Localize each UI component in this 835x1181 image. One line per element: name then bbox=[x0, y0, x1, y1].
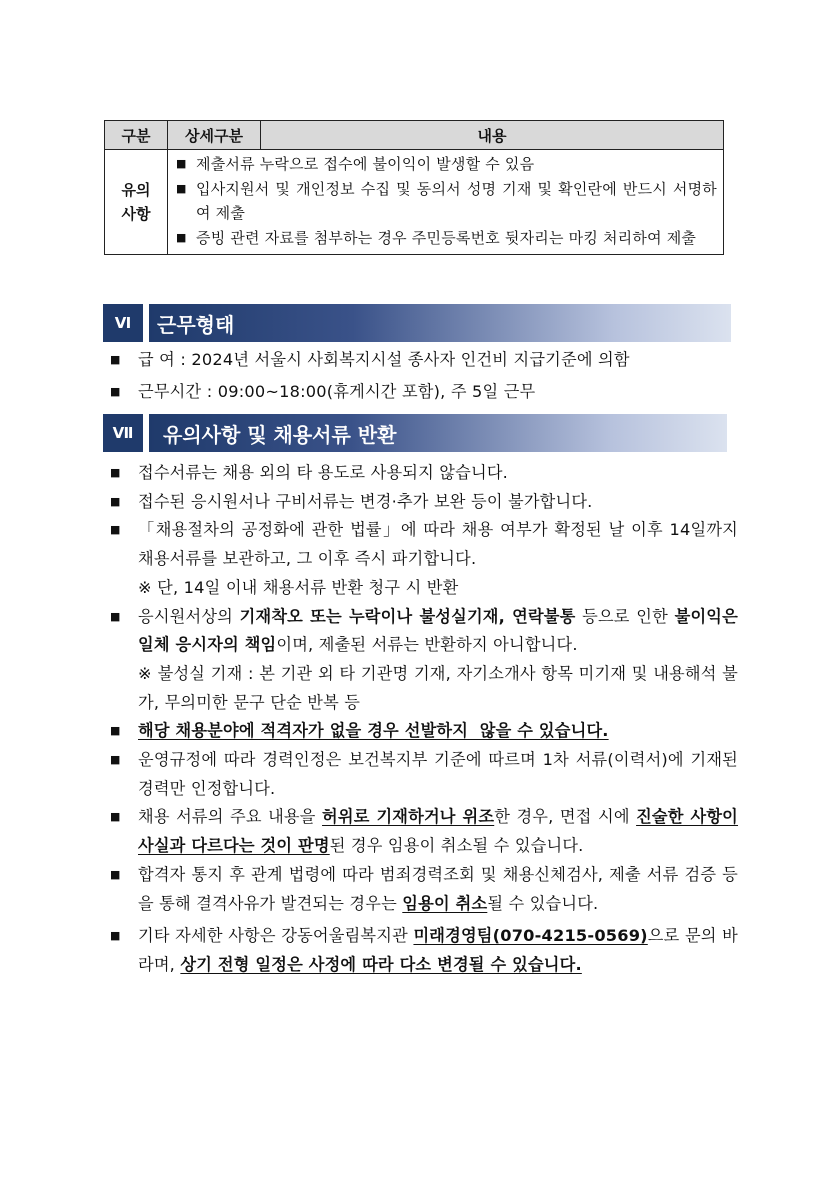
list-item: ■ 기타 자세한 사항은 강동어울림복지관 미래경영팀(070-4215-0569)으로 문의 바라며, 상기 전형 일정은 사정에 따라 다소 변경될 수 있습니다. bbox=[110, 922, 738, 979]
list-item: ■ 운영규정에 따라 경력인정은 보건복지부 기준에 따르며 1차 서류(이력서)에 기재된 경력만 인정합니다. bbox=[110, 746, 738, 803]
table-header-content: 내용 bbox=[261, 121, 724, 150]
notice-table bbox=[104, 120, 724, 255]
category-label: 유의 사항 bbox=[121, 181, 151, 223]
list-item: ■ 해당 채용분야에 적격자가 없을 경우 선발하지 않을 수 있습니다. bbox=[110, 717, 738, 746]
section-6-title: 근무형태 bbox=[149, 304, 731, 342]
table-category-cell bbox=[105, 150, 168, 255]
square-bullet-icon: ■ bbox=[110, 810, 121, 824]
table-header-row bbox=[105, 121, 724, 150]
square-bullet-icon: ■ bbox=[110, 523, 121, 537]
square-bullet-icon: ■ bbox=[110, 353, 121, 366]
list-item: ■ 합격자 통지 후 관계 법령에 따라 범죄경력조회 및 채용신체검사, 제출 서류 검증 등을 통해 결격사유가 발견되는 경우는 임용이 취소될 수 있습니다. bbox=[110, 861, 738, 918]
list-item: ■ 접수서류는 채용 외의 타 용도로 사용되지 않습니다. bbox=[110, 459, 738, 488]
table-items-cell bbox=[168, 150, 724, 255]
square-bullet-icon: ■ bbox=[176, 181, 187, 195]
square-bullet-icon: ■ bbox=[110, 384, 121, 398]
section-7-list bbox=[110, 459, 738, 980]
list-item: ■ 접수된 응시원서나 구비서류는 변경·추가 보완 등이 불가합니다. bbox=[110, 488, 738, 517]
square-bullet-icon: ■ bbox=[110, 494, 121, 508]
square-bullet-icon: ■ bbox=[110, 609, 121, 623]
square-bullet-icon: ■ bbox=[176, 230, 187, 244]
list-item: ■ 채용 서류의 주요 내용을 허위로 기재하거나 위조한 경우, 면접 시에 진술한 사항이 사실과 다르다는 것이 판명된 경우 임용이 취소될 수 있습니다. bbox=[110, 803, 738, 860]
square-bullet-icon: ■ bbox=[110, 724, 121, 738]
list-item: ■ 「채용절차의 공정화에 관한 법률」에 따라 채용 여부가 확정된 날 이후 14일까지 채용서류를 보관하고, 그 이후 즉시 파기합니다. bbox=[110, 516, 738, 573]
list-item: ■ 근무시간 : 09:00~18:00(휴게시간 포함), 주 5일 근무 bbox=[110, 378, 738, 407]
list-item: ■ 제출서류 누락으로 접수에 불이익이 발생할 수 있음 bbox=[176, 152, 717, 177]
section-7-title: 유의사항 및 채용서류 반환 bbox=[149, 414, 727, 452]
section-7-number: Ⅶ bbox=[103, 414, 143, 452]
list-item: ■ 입사지원서 및 개인정보 수집 및 동의서 성명 기재 및 확인란에 반드시 서명하여 제출 bbox=[176, 177, 717, 226]
section-6-number: Ⅵ bbox=[103, 304, 143, 342]
section-7-header bbox=[103, 414, 727, 452]
square-bullet-icon: ■ bbox=[110, 753, 121, 767]
square-bullet-icon: ■ bbox=[110, 466, 121, 479]
square-bullet-icon: ■ bbox=[176, 157, 187, 170]
section-6-header bbox=[103, 304, 731, 342]
list-item: ■ 급 여 : 2024년 서울시 사회복지시설 종사자 인건비 지급기준에 의함 bbox=[110, 346, 738, 375]
table-header-subcategory: 상세구분 bbox=[168, 121, 261, 150]
section-6-list bbox=[110, 346, 738, 406]
square-bullet-icon: ■ bbox=[110, 867, 121, 881]
note-text: ※ 단, 14일 이내 채용서류 반환 청구 시 반환 bbox=[138, 577, 459, 597]
list-item: ■ 증빙 관련 자료를 첨부하는 경우 주민등록번호 뒷자리는 마킹 처리하여 제출 bbox=[176, 226, 717, 251]
table-row bbox=[105, 150, 724, 255]
note-text: ※ 불성실 기재 : 본 기관 외 타 기관명 기재, 자기소개사 항목 미기재 및 내용해석 불가, 무의미한 문구 단순 반복 등 bbox=[138, 663, 738, 712]
table-header-category: 구분 bbox=[105, 121, 168, 150]
list-item: ■ 응시원서상의 기재착오 또는 누락이나 불성실기재, 연락불통 등으로 인한 불이익은 일체 응시자의 책임이며, 제출된 서류는 반환하지 아니합니다. bbox=[110, 603, 738, 660]
square-bullet-icon: ■ bbox=[110, 929, 121, 943]
